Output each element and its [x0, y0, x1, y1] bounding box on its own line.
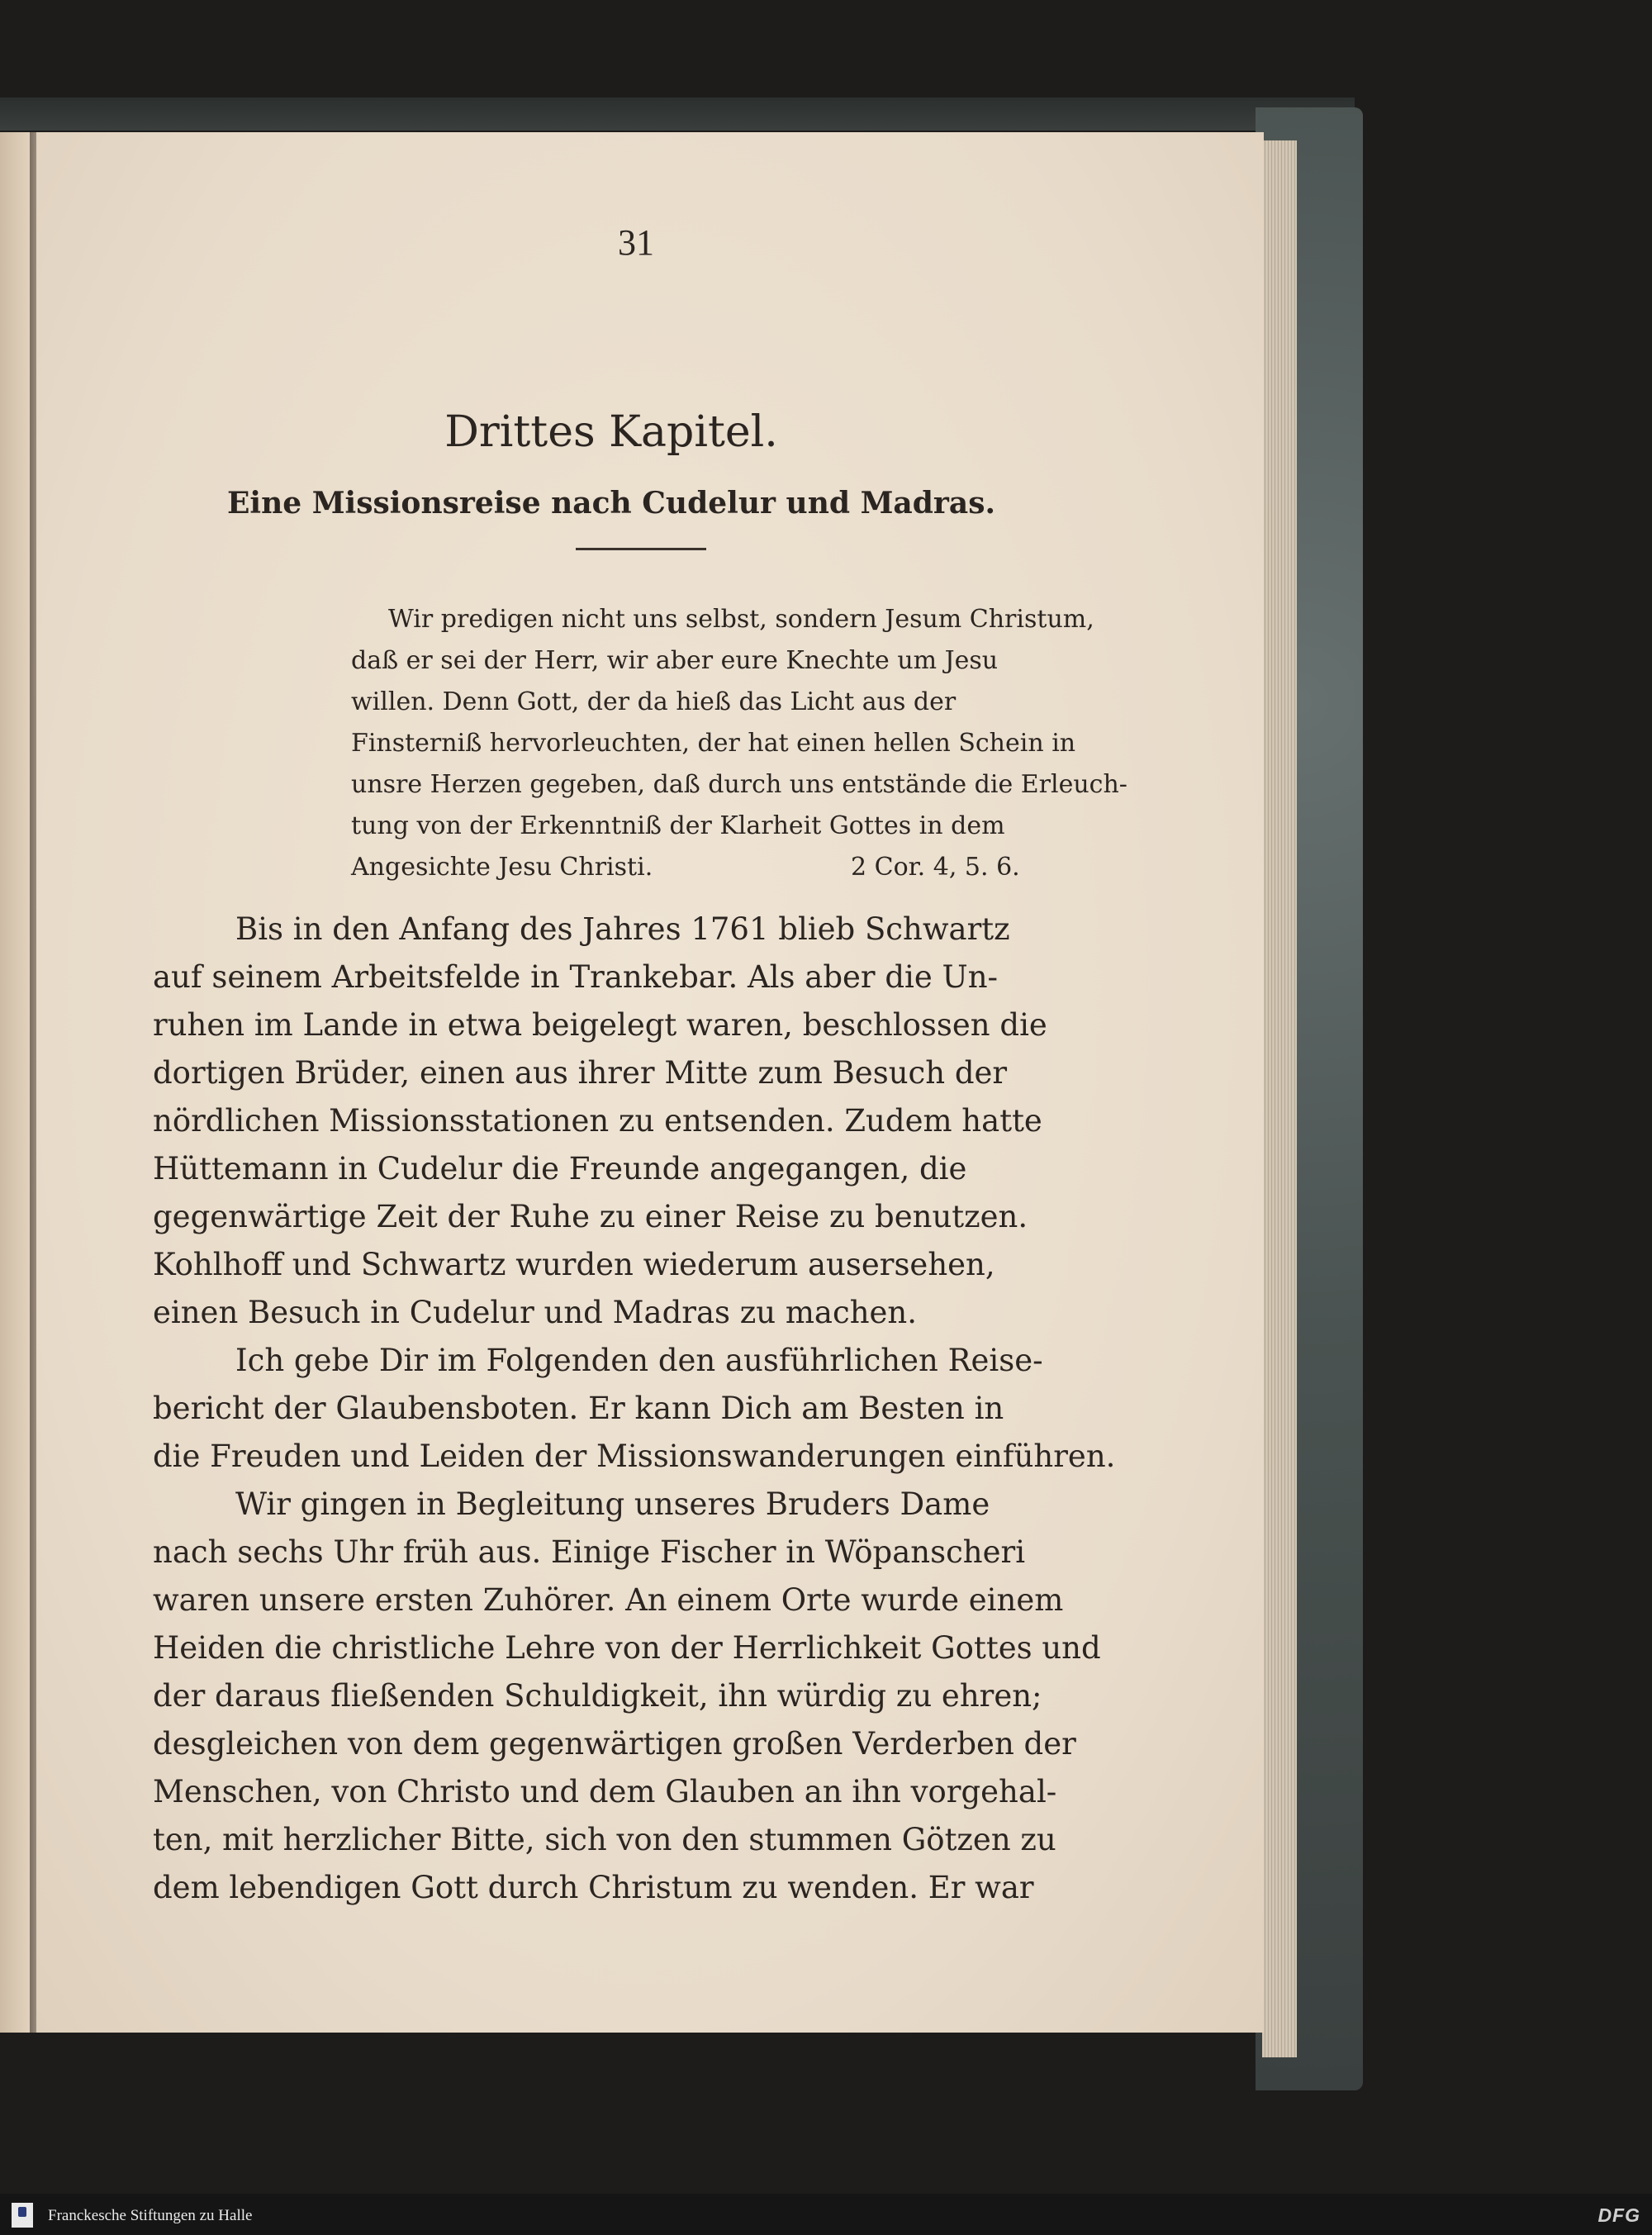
body-line: desgleichen von dem gegenwärtigen großen Verderben der	[153, 1726, 1076, 1762]
book-cover-edge	[0, 97, 1355, 131]
motto-line: willen. Denn Gott, der da hieß das Licht aus der	[351, 687, 957, 716]
body-line: bericht der Glaubensboten. Er kann Dich am Besten in	[153, 1391, 1004, 1426]
body-line: die Freuden und Leiden der Missionswanderungen einführen.	[153, 1438, 1116, 1474]
chapter-subtitle: Eine Missionsreise nach Cudelur und Madras.	[226, 486, 996, 521]
motto-reference: 2 Cor. 4, 5. 6.	[851, 853, 1020, 882]
body-line: Ich gebe Dir im Folgenden den ausführlichen Reise-	[235, 1343, 1043, 1378]
footer-brand-logo[interactable]: DFG	[1597, 2204, 1640, 2226]
footer-institution[interactable]: Franckesche Stiftungen zu Halle	[48, 2207, 253, 2224]
body-line: nach sechs Uhr früh aus. Einige Fischer in Wöpanscheri	[153, 1534, 1026, 1570]
body-line: ten, mit herzlicher Bitte, sich von den stummen Götzen zu	[153, 1822, 1056, 1857]
body-line: Kohlhoff und Schwartz wurden wiederum ausersehen,	[153, 1247, 995, 1282]
body-line: Bis in den Anfang des Jahres 1761 blieb Schwartz	[235, 911, 1010, 947]
chapter-title: Drittes Kapitel.	[444, 407, 778, 457]
motto-line: tung von der Erkenntniß der Klarheit Gottes in dem	[351, 811, 1005, 840]
body-line: waren unsere ersten Zuhörer. An einem Orte wurde einem	[153, 1582, 1064, 1618]
title-divider	[576, 548, 706, 550]
body-line: Wir gingen in Begleitung unseres Bruders Dame	[235, 1486, 990, 1522]
body-line: nördlichen Missionsstationen zu entsenden. Zudem hatte	[153, 1103, 1042, 1139]
motto-line: unsre Herzen gegeben, daß durch uns entstände die Erleuch-	[351, 770, 1127, 799]
body-line: dem lebendigen Gott durch Christum zu wenden. Er war	[153, 1870, 1034, 1905]
motto-line: daß er sei der Herr, wir aber eure Knechte um Jesu	[351, 646, 999, 675]
page-edges	[1262, 140, 1297, 2057]
body-line: gegenwärtige Zeit der Ruhe zu einer Reise zu benutzen.	[153, 1199, 1028, 1234]
body-line: Hüttemann in Cudelur die Freunde angegangen, die	[153, 1151, 967, 1186]
body-line: Heiden die christliche Lehre von der Herrlichkeit Gottes und	[153, 1630, 1101, 1666]
body-line: Menschen, von Christo und dem Glauben an ihn vorgehal-	[153, 1774, 1057, 1809]
body-line: einen Besuch in Cudelur und Madras zu machen.	[153, 1295, 918, 1330]
body-line: der daraus fließenden Schuldigkeit, ihn würdig zu ehren;	[153, 1678, 1042, 1714]
body-line: ruhen im Lande in etwa beigelegt waren, beschlossen die	[153, 1007, 1047, 1043]
body-line: dortigen Brüder, einen aus ihrer Mitte zum Besuch der	[153, 1055, 1008, 1091]
motto-line: Angesichte Jesu Christi.	[351, 853, 653, 882]
motto-line: Wir predigen nicht uns selbst, sondern Jesum Christum,	[388, 605, 1094, 634]
page-number: 31	[618, 222, 654, 263]
institution-logo-icon	[12, 2203, 33, 2228]
body-line: auf seinem Arbeitsfelde in Trankebar. Als aber die Un-	[153, 959, 999, 995]
motto-line: Finsterniß hervorleuchten, der hat einen hellen Schein in	[351, 729, 1076, 758]
